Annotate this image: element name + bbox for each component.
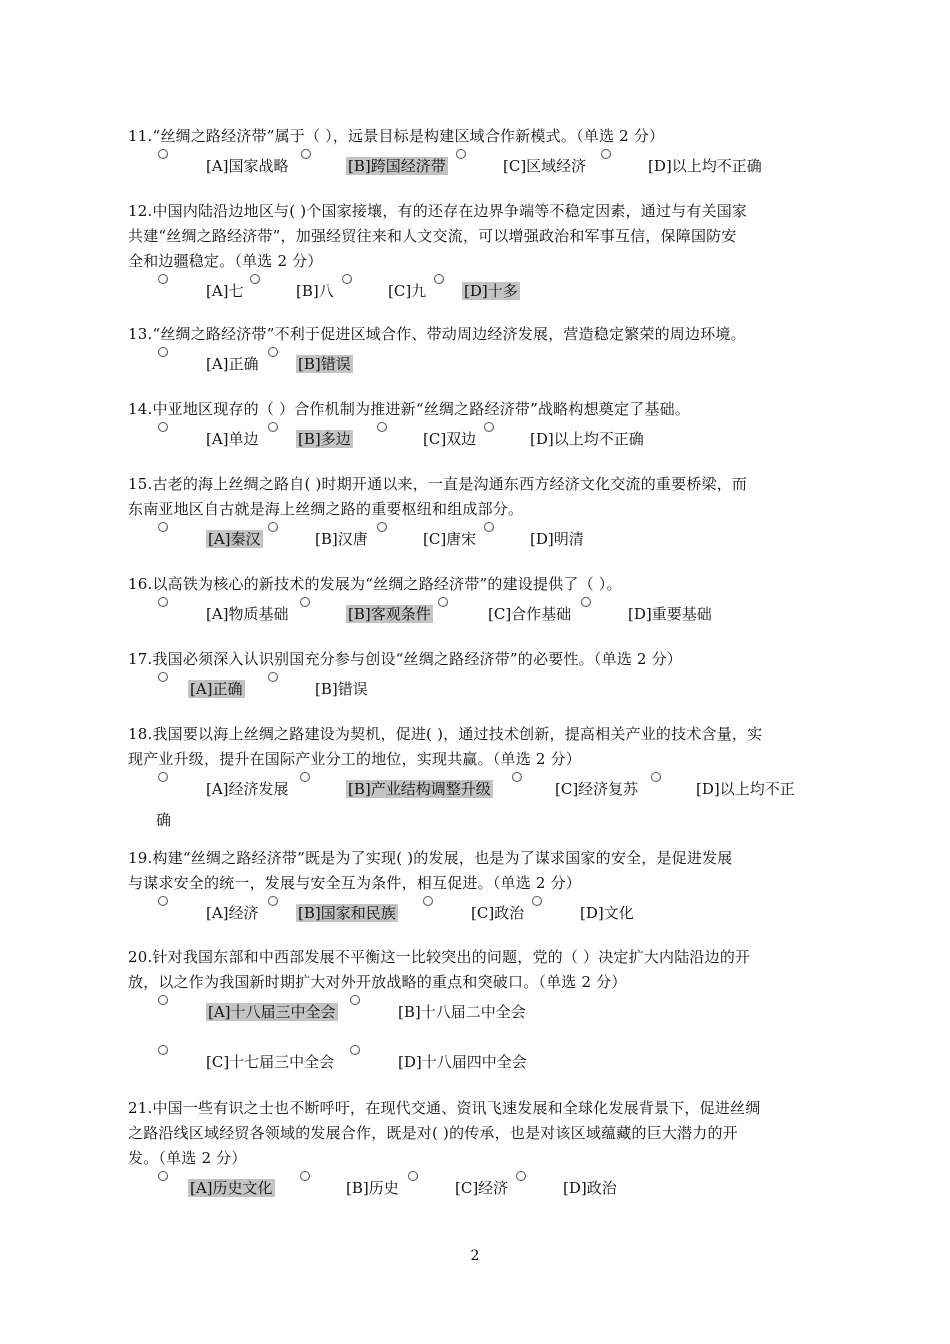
options-row: [128, 522, 818, 558]
question-stem-line: 17.我国必须深入认识别国充分参与创设“丝绸之路经济带”的必要性。（单选 2 分）: [128, 650, 682, 668]
question-item: [128, 199, 818, 310]
answer-text: [B]汉唐: [315, 530, 368, 548]
radio-button[interactable]: [350, 995, 360, 1005]
radio-button[interactable]: [268, 347, 278, 357]
options-row: [128, 1171, 818, 1207]
question-stem-line: 19.构建“丝绸之路经济带”既是为了实现( )的发展，也是为了谋求国家的安全，是促进发展: [128, 849, 733, 867]
selected-answer-text: [A]秦汉: [208, 530, 261, 548]
radio-button[interactable]: [158, 772, 168, 782]
radio-button[interactable]: [377, 522, 387, 532]
selected-answer-text: [B]错误: [298, 355, 351, 373]
radio-button[interactable]: [651, 772, 661, 782]
question-item: [128, 124, 818, 185]
answer-text: [D]以上均不正确: [648, 157, 762, 175]
option-label[interactable]: [648, 156, 762, 176]
radio-button[interactable]: [438, 597, 448, 607]
radio-button[interactable]: [601, 149, 611, 159]
question-stem-line: 15.古老的海上丝绸之路自( )时期开通以来，一直是沟通东西方经济文化交流的重要桥梁，而: [128, 475, 748, 493]
options-row: [128, 995, 818, 1031]
option-label[interactable]: [296, 354, 353, 374]
option-label[interactable]: [398, 1052, 527, 1072]
answer-text: [A]国家战略: [206, 157, 289, 175]
question-item: [128, 846, 818, 932]
answer-text: [C]经济: [455, 1179, 509, 1197]
selected-answer-text: [B]跨国经济带: [348, 157, 446, 175]
selected-answer-text: [B]客观条件: [348, 605, 431, 623]
option-label[interactable]: [296, 429, 353, 449]
radio-button[interactable]: [512, 772, 522, 782]
selected-answer-text: [A]历史文化: [190, 1179, 273, 1197]
option-label[interactable]: [206, 281, 244, 301]
radio-button[interactable]: [342, 274, 352, 284]
answer-text: [C]十七届三中全会: [206, 1053, 335, 1071]
options-row: [128, 1045, 818, 1081]
radio-button[interactable]: [581, 597, 591, 607]
radio-button[interactable]: [434, 274, 444, 284]
radio-button[interactable]: [158, 422, 168, 432]
options-row: [128, 149, 818, 185]
radio-button[interactable]: [532, 896, 542, 906]
question-stem-line: 16.以高铁为核心的新技术的发展为“丝绸之路经济带”的建设提供了（ ）。: [128, 575, 622, 593]
radio-button[interactable]: [423, 896, 433, 906]
options-row: [128, 672, 818, 708]
option-label[interactable]: [462, 281, 520, 301]
radio-button[interactable]: [268, 522, 278, 532]
selected-answer-text: [B]国家和民族: [298, 904, 396, 922]
option-label[interactable]: [503, 156, 586, 176]
options-row: [128, 347, 818, 383]
answer-text: [B]八: [296, 282, 334, 300]
option-label[interactable]: [315, 679, 368, 699]
radio-button[interactable]: [484, 422, 494, 432]
question-stem-line: 发。（单选 2 分）: [128, 1149, 247, 1167]
answer-text: [B]十八届二中全会: [398, 1003, 526, 1021]
question-item: [128, 1096, 818, 1207]
question-stem-line: 20.针对我国东部和中西部发展不平衡这一比较突出的问题，党的（ ）决定扩大内陆沿边的开: [128, 948, 751, 966]
options-row: [128, 274, 818, 310]
selected-answer-text: [B]产业结构调整升级: [348, 780, 491, 798]
radio-button[interactable]: [268, 672, 278, 682]
answer-text: [A]经济发展: [206, 780, 289, 798]
option-label[interactable]: [530, 529, 584, 549]
radio-button[interactable]: [456, 149, 466, 159]
question-stem-line: 11.“丝绸之路经济带”属于（ ），远景目标是构建区域合作新模式。（单选 2 分）: [128, 127, 665, 145]
question-stem-line: 与谋求安全的统一，发展与安全互为条件，相互促进。（单选 2 分）: [128, 874, 581, 892]
answer-text: [C]区域经济: [503, 157, 587, 175]
option-label[interactable]: [206, 779, 289, 799]
answer-text: [C]唐宋: [423, 530, 477, 548]
question-item: [128, 722, 818, 832]
radio-button[interactable]: [377, 422, 387, 432]
option-label[interactable]: [206, 1002, 338, 1022]
question-stem-line: 共建“丝绸之路经济带”，加强经贸往来和人文交流，可以增强政治和军事互信，保障国防安: [128, 227, 737, 245]
option-overflow-text: 确: [156, 811, 172, 829]
answer-text: [B]历史: [346, 1179, 399, 1197]
radio-button[interactable]: [158, 1045, 168, 1055]
option-label[interactable]: [206, 429, 259, 449]
answer-text: [D]重要基础: [628, 605, 712, 623]
question-stem-line: 13.“丝绸之路经济带”不利于促进区域合作、带动周边经济发展，营造稳定繁荣的周边环境。: [128, 325, 746, 343]
selected-answer-text: [D]十多: [464, 282, 518, 300]
question-stem-line: 放，以之作为我国新时期扩大对外开放战略的重点和突破口。（单选 2 分）: [128, 973, 627, 991]
radio-button[interactable]: [408, 1171, 418, 1181]
answer-text: [D]以上均不正确: [530, 430, 644, 448]
answer-text: [C]九: [388, 282, 427, 300]
radio-button[interactable]: [158, 522, 168, 532]
option-label[interactable]: [696, 779, 795, 799]
answer-text: [D]十八届四中全会: [398, 1053, 527, 1071]
option-label[interactable]: [530, 429, 644, 449]
option-label[interactable]: [188, 1178, 275, 1198]
option-label[interactable]: [423, 529, 476, 549]
answer-text: [D]以上均不正: [696, 780, 795, 798]
option-label[interactable]: [206, 1052, 334, 1072]
radio-button[interactable]: [158, 995, 168, 1005]
option-label[interactable]: [206, 529, 263, 549]
question-item: [128, 647, 818, 708]
option-label[interactable]: [346, 156, 448, 176]
question-stem-line: 14.中亚地区现存的（ ）合作机制为推进新“丝绸之路经济带”战略构想奠定了基础。: [128, 400, 690, 418]
question-item: [128, 397, 818, 458]
question-stem-line: 18.我国要以海上丝绸之路建设为契机，促进( )，通过技术创新，提高相关产业的技术含量，实: [128, 725, 763, 743]
option-label[interactable]: [455, 1178, 508, 1198]
option-label[interactable]: [346, 779, 493, 799]
option-label[interactable]: [346, 604, 433, 624]
question-stem-line: 12.中国内陆沿边地区与( )个国家接壤，有的还存在边界争端等不稳定因素，通过与有关国家: [128, 202, 748, 220]
radio-button[interactable]: [158, 896, 168, 906]
option-label[interactable]: [423, 429, 476, 449]
answer-text: [C]双边: [423, 430, 477, 448]
answer-text: [A]正确: [206, 355, 259, 373]
answer-text: [A]经济: [206, 904, 259, 922]
option-label[interactable]: [206, 156, 289, 176]
radio-button[interactable]: [516, 1171, 526, 1181]
answer-text: [A]物质基础: [206, 605, 289, 623]
radio-button[interactable]: [158, 347, 168, 357]
question-item: [128, 572, 818, 633]
radio-button[interactable]: [300, 597, 310, 607]
radio-button[interactable]: [268, 896, 278, 906]
option-label[interactable]: [628, 604, 712, 624]
answer-text: [A]七: [206, 282, 244, 300]
answer-text: [D]政治: [563, 1179, 617, 1197]
answer-text: [C]合作基础: [488, 605, 572, 623]
selected-answer-text: [A]正确: [190, 680, 243, 698]
question-item: [128, 322, 818, 383]
radio-button[interactable]: [158, 149, 168, 159]
question-stem-line: 现产业升级，提升在国际产业分工的地位，实现共赢。（单选 2 分）: [128, 750, 581, 768]
option-label[interactable]: [580, 903, 634, 923]
option-label[interactable]: [346, 1178, 399, 1198]
radio-button[interactable]: [250, 274, 260, 284]
options-row: [128, 597, 818, 633]
question-item: [128, 945, 818, 1081]
radio-button[interactable]: [268, 422, 278, 432]
radio-button[interactable]: [301, 149, 311, 159]
option-label[interactable]: [563, 1178, 617, 1198]
radio-button[interactable]: [158, 672, 168, 682]
question-stem-line: 之路沿线区域经贸各领域的发展合作，既是对( )的传承，也是对该区域蕴藏的巨大潜力的开: [128, 1124, 738, 1142]
page-number: 2: [470, 1248, 480, 1264]
option-label[interactable]: [296, 903, 398, 923]
radio-button[interactable]: [484, 522, 494, 532]
radio-button[interactable]: [300, 772, 310, 782]
question-stem-line: 全和边疆稳定。（单选 2 分）: [128, 252, 323, 270]
answer-text: [D]明清: [530, 530, 584, 548]
question-item: [128, 472, 818, 558]
selected-answer-text: [B]多边: [298, 430, 351, 448]
option-label[interactable]: [206, 604, 289, 624]
option-label[interactable]: [471, 903, 524, 923]
answer-text: [D]文化: [580, 904, 634, 922]
question-stem-line: 东南亚地区自古就是海上丝绸之路的重要枢纽和组成部分。: [128, 500, 524, 518]
answer-text: [B]错误: [315, 680, 368, 698]
answer-text: [A]单边: [206, 430, 259, 448]
radio-button[interactable]: [158, 1171, 168, 1181]
selected-answer-text: [A]十八届三中全会: [208, 1003, 336, 1021]
options-row: [128, 896, 818, 932]
option-label[interactable]: [488, 604, 571, 624]
answer-text: [C]经济复苏: [555, 780, 639, 798]
options-row: [128, 422, 818, 458]
radio-button[interactable]: [300, 1171, 310, 1181]
option-label[interactable]: [315, 529, 368, 549]
option-label[interactable]: [206, 903, 259, 923]
option-label[interactable]: [206, 354, 259, 374]
radio-button[interactable]: [158, 597, 168, 607]
option-label[interactable]: [296, 281, 334, 301]
radio-button[interactable]: [350, 1045, 360, 1055]
option-label[interactable]: [388, 281, 426, 301]
option-label[interactable]: [555, 779, 638, 799]
option-label[interactable]: [188, 679, 245, 699]
question-stem-line: 21.中国一些有识之士也不断呼吁，在现代交通、资讯飞速发展和全球化发展背景下，促进丝绸: [128, 1099, 761, 1117]
option-label[interactable]: [398, 1002, 526, 1022]
options-row: [128, 772, 818, 808]
radio-button[interactable]: [158, 274, 168, 284]
answer-text: [C]政治: [471, 904, 525, 922]
